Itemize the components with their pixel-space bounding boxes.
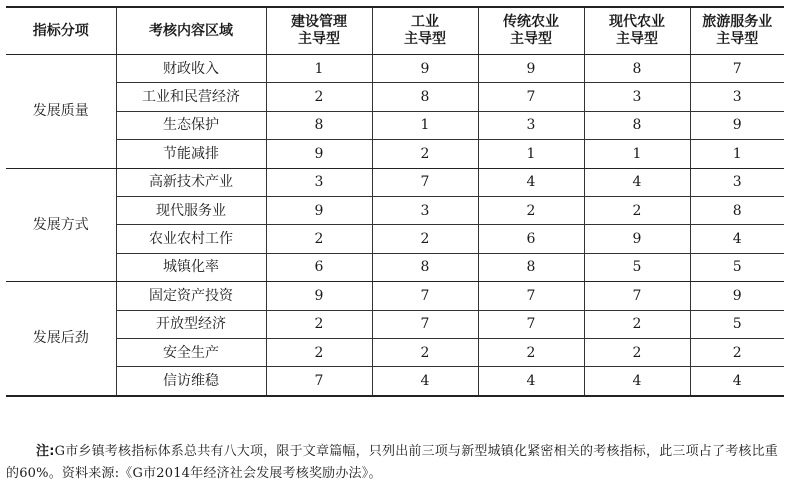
- value-cell: 6: [266, 253, 372, 281]
- value-cell: 9: [266, 196, 372, 224]
- area-cell: 生态保护: [116, 111, 266, 139]
- value-cell: 8: [478, 253, 584, 281]
- value-cell: 5: [584, 253, 690, 281]
- value-cell: 9: [690, 282, 784, 310]
- note-text: G市乡镇考核指标体系总共有八大项，限于文章篇幅，只列出前三项与新型城镇化紧密相关的考核指标，此三项占了考核比重的60%。资料来源:《G市2014年经济社会发展考核奖励办法》。: [6, 444, 778, 481]
- header-row: [6, 7, 784, 55]
- table-row: [6, 196, 784, 224]
- value-cell: 5: [690, 310, 784, 338]
- value-cell: 7: [372, 282, 478, 310]
- value-cell: 5: [690, 253, 784, 281]
- table-row: [6, 168, 784, 196]
- note-label: 注:: [36, 444, 55, 459]
- value-cell: 7: [584, 282, 690, 310]
- group-name-cell: 发展质量: [6, 55, 116, 169]
- header-type-industry: 工业 主导型: [372, 7, 478, 55]
- value-cell: 3: [478, 111, 584, 139]
- area-cell: 节能减排: [116, 140, 266, 168]
- table-row: [6, 111, 784, 139]
- area-cell: 开放型经济: [116, 310, 266, 338]
- value-cell: 3: [690, 83, 784, 111]
- table-row: [6, 225, 784, 253]
- area-cell: 现代服务业: [116, 196, 266, 224]
- value-cell: 9: [478, 55, 584, 83]
- table-row: [6, 55, 784, 83]
- value-cell: 3: [372, 196, 478, 224]
- area-cell: 农业农村工作: [116, 225, 266, 253]
- header-type-traditional-agriculture: 传统农业 主导型: [478, 7, 584, 55]
- group-name-cell: 发展后劲: [6, 282, 116, 396]
- area-cell: 财政收入: [116, 55, 266, 83]
- header-category: 指标分项: [6, 7, 116, 55]
- value-cell: 9: [690, 111, 784, 139]
- value-cell: 1: [478, 140, 584, 168]
- value-cell: 9: [266, 282, 372, 310]
- value-cell: 1: [690, 140, 784, 168]
- value-cell: 1: [584, 140, 690, 168]
- table-row: [6, 140, 784, 168]
- value-cell: 2: [266, 310, 372, 338]
- value-cell: 4: [690, 367, 784, 396]
- area-cell: 高新技术产业: [116, 168, 266, 196]
- table-body: [6, 55, 784, 396]
- value-cell: 8: [372, 253, 478, 281]
- value-cell: 9: [584, 225, 690, 253]
- value-cell: 7: [478, 83, 584, 111]
- value-cell: 2: [266, 225, 372, 253]
- value-cell: 8: [690, 196, 784, 224]
- value-cell: 4: [478, 168, 584, 196]
- value-cell: 2: [584, 196, 690, 224]
- value-cell: 2: [266, 338, 372, 366]
- value-cell: 6: [478, 225, 584, 253]
- table-row: [6, 310, 784, 338]
- value-cell: 4: [690, 225, 784, 253]
- table-header: [6, 7, 784, 55]
- value-cell: 1: [372, 111, 478, 139]
- value-cell: 7: [478, 282, 584, 310]
- assessment-weight-table: [6, 6, 784, 397]
- table-row: [6, 367, 784, 396]
- header-area: 考核内容区域: [116, 7, 266, 55]
- value-cell: 2: [372, 225, 478, 253]
- value-cell: 2: [478, 338, 584, 366]
- value-cell: 4: [584, 168, 690, 196]
- value-cell: 7: [478, 310, 584, 338]
- value-cell: 2: [584, 338, 690, 366]
- table-note: [6, 441, 778, 485]
- value-cell: 2: [372, 140, 478, 168]
- table-row: [6, 83, 784, 111]
- value-cell: 9: [372, 55, 478, 83]
- value-cell: 7: [372, 168, 478, 196]
- value-cell: 8: [372, 83, 478, 111]
- group-name-cell: 发展方式: [6, 168, 116, 282]
- value-cell: 9: [266, 140, 372, 168]
- value-cell: 7: [266, 367, 372, 396]
- value-cell: 2: [372, 338, 478, 366]
- value-cell: 8: [266, 111, 372, 139]
- value-cell: 3: [584, 83, 690, 111]
- header-type-construction: 建设管理 主导型: [266, 7, 372, 55]
- value-cell: 3: [266, 168, 372, 196]
- area-cell: 城镇化率: [116, 253, 266, 281]
- value-cell: 4: [584, 367, 690, 396]
- header-type-modern-agriculture: 现代农业 主导型: [584, 7, 690, 55]
- value-cell: 4: [372, 367, 478, 396]
- value-cell: 8: [584, 55, 690, 83]
- value-cell: 1: [266, 55, 372, 83]
- value-cell: 2: [266, 83, 372, 111]
- value-cell: 2: [690, 338, 784, 366]
- value-cell: 8: [584, 111, 690, 139]
- area-cell: 信访维稳: [116, 367, 266, 396]
- area-cell: 固定资产投资: [116, 282, 266, 310]
- table-row: [6, 338, 784, 366]
- area-cell: 安全生产: [116, 338, 266, 366]
- area-cell: 工业和民营经济: [116, 83, 266, 111]
- value-cell: 3: [690, 168, 784, 196]
- table-row: [6, 282, 784, 310]
- value-cell: 2: [584, 310, 690, 338]
- value-cell: 2: [478, 196, 584, 224]
- value-cell: 7: [690, 55, 784, 83]
- value-cell: 7: [372, 310, 478, 338]
- value-cell: 4: [478, 367, 584, 396]
- header-type-tourism-service: 旅游服务业 主导型: [690, 7, 784, 55]
- table-row: [6, 253, 784, 281]
